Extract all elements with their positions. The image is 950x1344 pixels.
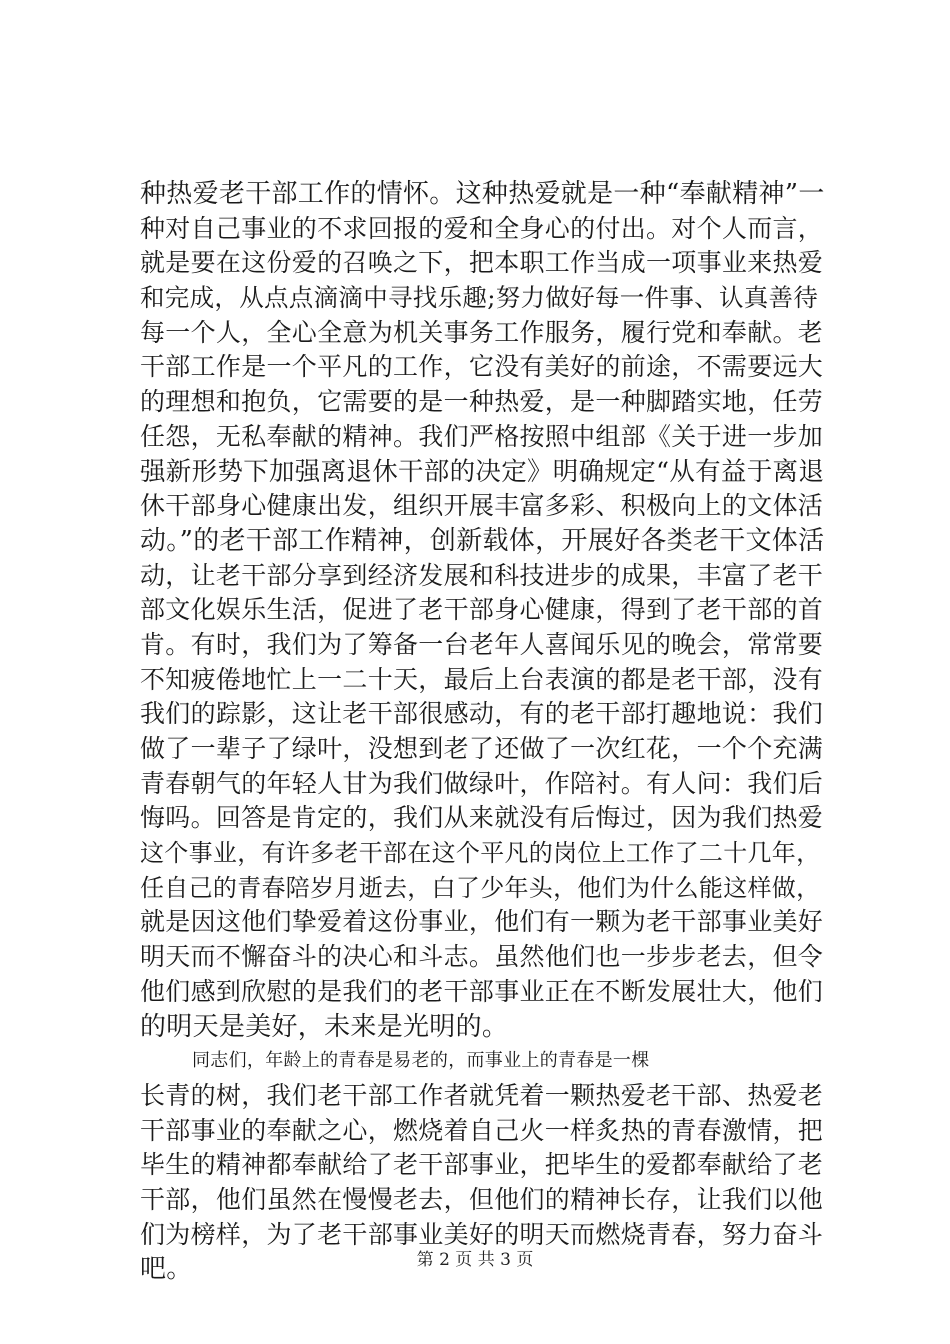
text-line: 强新形势下加强离退休干部的决定》明确规定“从有益于离退 <box>140 456 825 487</box>
text-line: 我们的踪影，这让老干部很感动，有的老干部打趣地说：我们 <box>140 699 824 729</box>
text-line: 悔吗。回答是肯定的，我们从来就没有后悔过，因为我们热爱 <box>140 803 824 833</box>
text-line: 吧。 <box>140 1254 193 1285</box>
text-line: 部文化娱乐生活，促进了老干部身心健康，得到了老干部的首 <box>140 595 824 625</box>
text-line: 动，让老干部分享到经济发展和科技进步的成果，丰富了老干 <box>140 560 824 590</box>
text-line: 他们感到欣慰的是我们的老干部事业正在不断发展壮大，他们 <box>140 976 824 1006</box>
text-line: 休干部身心健康出发，组织开展丰富多彩、积极向上的文体活 <box>140 491 824 521</box>
text-line: 不知疲倦地忙上一二十天，最后上台表演的都是老干部，没有 <box>140 664 824 694</box>
text-line: 种热爱老干部工作的情怀。这种热爱就是一种“奉献精神”一 <box>140 179 825 209</box>
text-line: 的明天是美好，未来是光明的。 <box>140 1011 509 1042</box>
body-text <box>140 177 830 1287</box>
text-line: 干部，他们虽然在慢慢老去，但他们的精神长存，让我们以他 <box>140 1184 824 1214</box>
text-line: 任自己的青春陪岁月逝去，白了少年头，他们为什么能这样做， <box>140 873 821 902</box>
text-line: 每一个人，全心全意为机关事务工作服务，履行党和奉献。老 <box>140 317 824 347</box>
text-line: 肯。有时，我们为了筹备一台老年人喜闻乐见的晚会，常常要 <box>140 629 824 659</box>
text-line: 青春朝气的年轻人甘为我们做绿叶，作陪衬。有人问：我们后 <box>140 768 824 798</box>
text-line: 干部工作是一个平凡的工作，它没有美好的前途，不需要远大 <box>140 352 824 382</box>
text-line: 干部事业的奉献之心，燃烧着自己火一样炙热的青春激情，把 <box>140 1115 824 1145</box>
text-line: 任怨，无私奉献的精神。我们严格按照中组部《关于进一步加 <box>140 421 824 451</box>
text-line: 种对自己事业的不求回报的爱和全身心的付出。对个人而言， <box>140 213 824 243</box>
text-line: 做了一辈子了绿叶，没想到老了还做了一次红花，一个个充满 <box>140 734 824 763</box>
text-line: 和完成，从点点滴滴中寻找乐趣;努力做好每一件事、认真善待 <box>140 283 819 313</box>
text-line: 这个事业，有许多老干部在这个平凡的岗位上工作了二十几年， <box>140 839 821 868</box>
text-line: 长青的树，我们老干部工作者就凭着一颗热爱老干部、热爱老 <box>140 1080 824 1110</box>
text-line: 动。”的老干部工作精神，创新载体，开展好各类老干文体活 <box>140 525 825 556</box>
text-line: 们为榜样，为了老干部事业美好的明天而燃烧青春，努力奋斗 <box>140 1219 824 1249</box>
paragraph-1 <box>140 177 830 1044</box>
text-line: 的理想和抱负，它需要的是一种热爱，是一种脚踏实地，任劳 <box>140 387 824 417</box>
page-number-footer: 第 2 页 共 3 页 <box>416 1250 534 1270</box>
text-line: 毕生的精神都奉献给了老干部事业，把毕生的爱都奉献给了老 <box>140 1150 824 1180</box>
text-line: 明天而不懈奋斗的决心和斗志。虽然他们也一步步老去，但令 <box>140 942 824 972</box>
text-line: 同志们，年龄上的青春是易老的，而事业上的青春是一棵 <box>192 1050 650 1072</box>
text-line: 就是因这他们挚爱着这份事业，他们有一颗为老干部事业美好 <box>140 907 824 937</box>
text-line: 就是要在这份爱的召唤之下，把本职工作当成一项事业来热爱 <box>140 248 824 278</box>
